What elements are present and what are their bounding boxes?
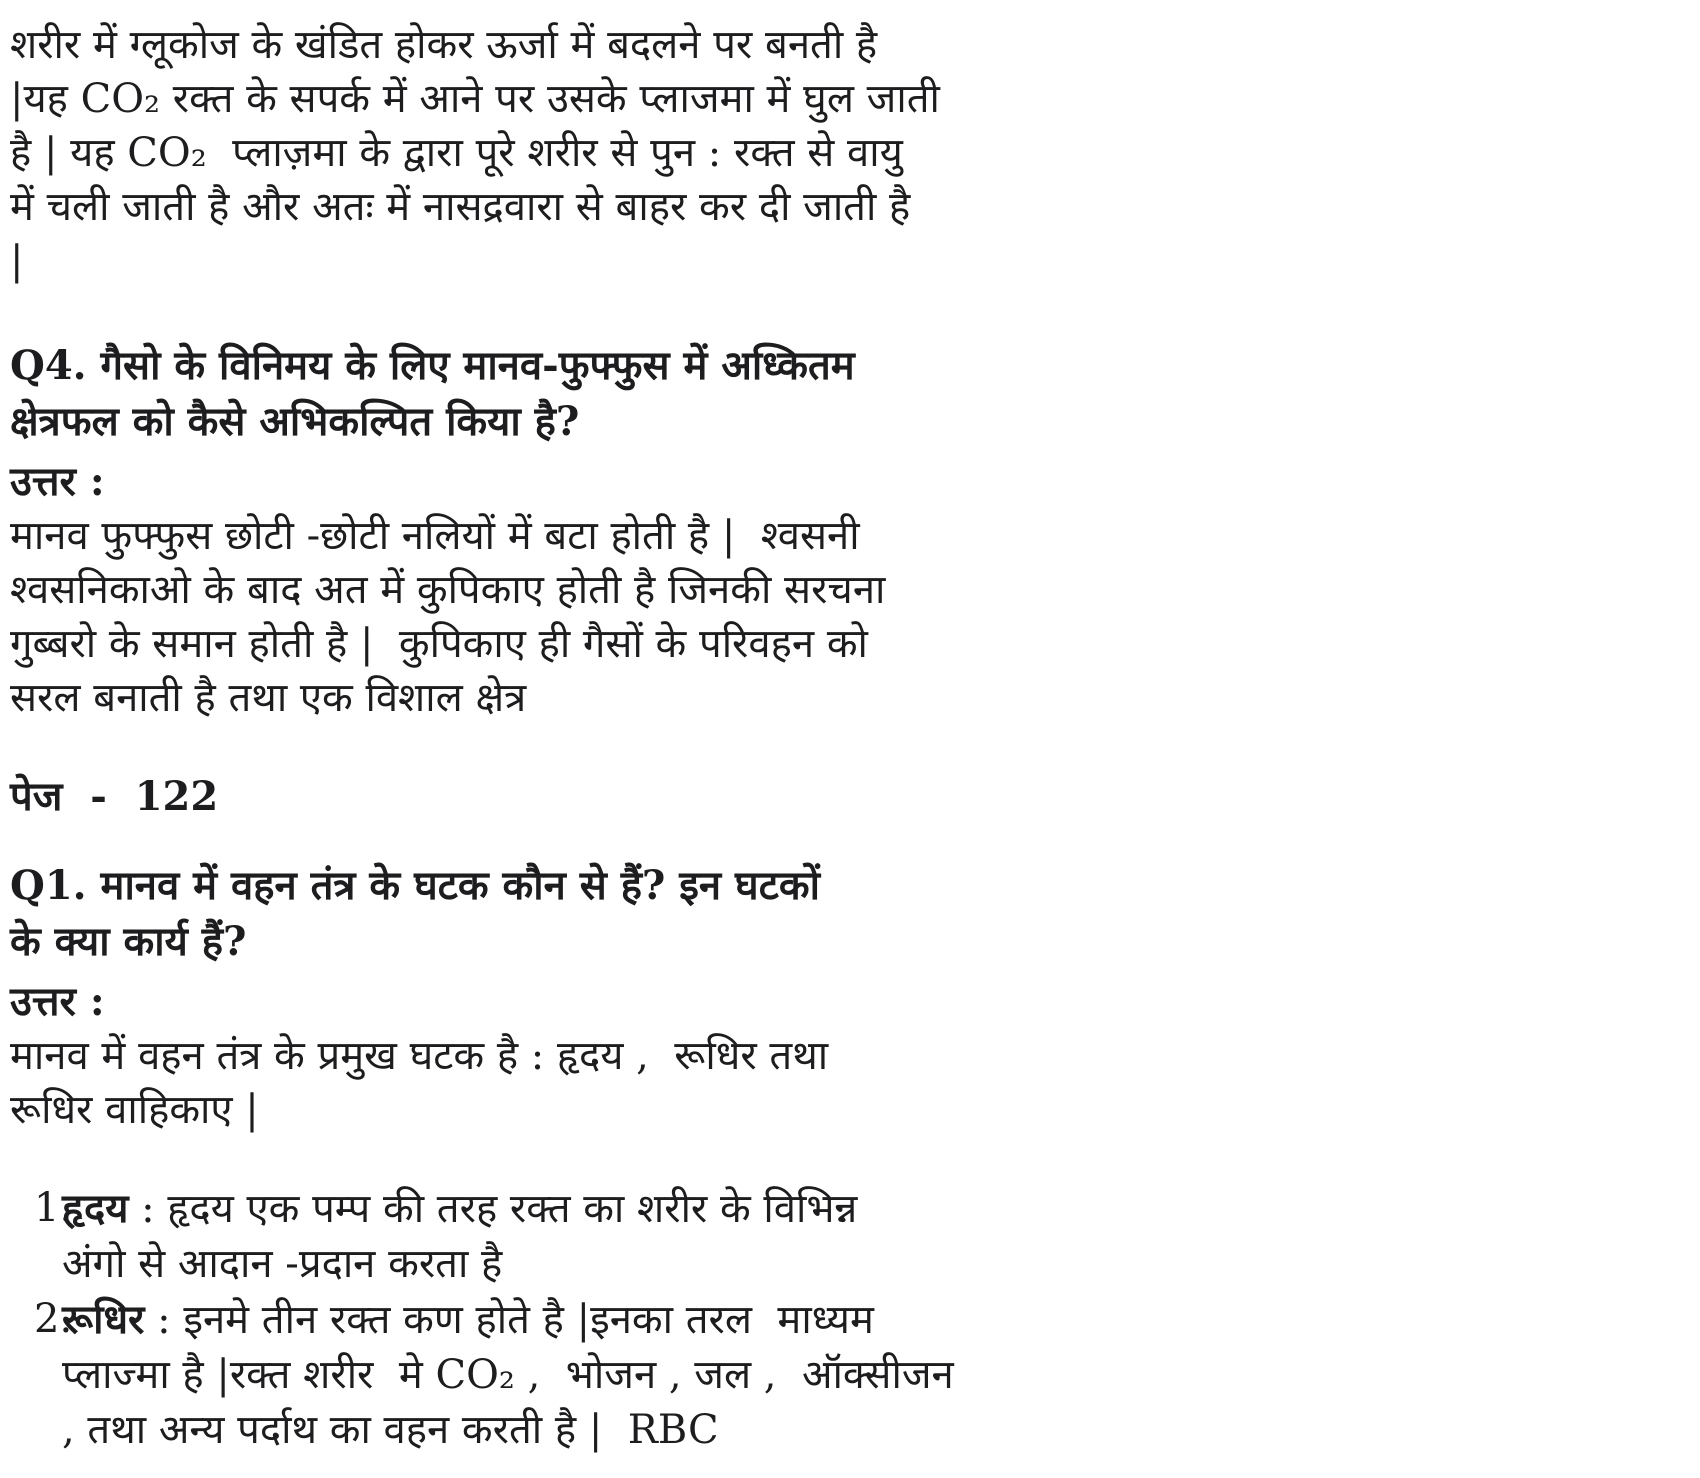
list-item-number: 2. bbox=[34, 1296, 73, 1342]
text-line: गुब्बरो के समान होती है | कुपिकाए ही गैसों के परिवहन को bbox=[10, 621, 868, 667]
text-line: प्लाज्मा है |रक्त शरीर मे CO₂ , भोजन , जल , ऑक्सीजन bbox=[62, 1352, 954, 1398]
answer-label-q4: उत्तर : bbox=[10, 458, 105, 505]
question-line: के क्या कार्य हैं? bbox=[10, 918, 247, 965]
question-line: क्षेत्रफल को कैसे अभिकल्पित किया है? bbox=[10, 398, 580, 445]
list-item bbox=[10, 1181, 1280, 1292]
list-item-number: 1. bbox=[34, 1185, 73, 1231]
answer-q4 bbox=[10, 509, 1280, 725]
list-item-term: हृदय bbox=[62, 1185, 129, 1232]
list-item-separator: : bbox=[144, 1297, 184, 1343]
list-item-text: इनमे तीन रक्त कण होते है |इनका तरल माध्यम bbox=[183, 1297, 874, 1343]
answer-label-q1: उत्तर : bbox=[10, 978, 105, 1025]
text-line: मानव में वहन तंत्र के प्रमुख घटक है : हृदय , रूधिर तथा bbox=[10, 1033, 829, 1079]
question-line: Q1. मानव में वहन तंत्र के घटक कौन से हैं? इन घटकों bbox=[10, 862, 820, 909]
list-item-text: हृदय एक पम्प की तरह रक्त का शरीर के विभिन्न bbox=[167, 1186, 858, 1232]
text-line: में चली जाती है और अतः में नासद्रवारा से बाहर कर दी जाती है bbox=[10, 184, 911, 230]
text-line: मानव फुफ्फुस छोटी -छोटी नलियों में बटा होती है | श्वसनी bbox=[10, 513, 860, 559]
intro-paragraph bbox=[10, 18, 1280, 288]
text-line: , तथा अन्य पर्दाथ का वहन करती है | RBC bbox=[62, 1407, 719, 1453]
text-line: श्वसनिकाओ के बाद अत में कुपिकाए होती है जिनकी सरचना bbox=[10, 567, 886, 613]
text-line: है | यह CO₂ प्लाज़मा के द्वारा पूरे शरीर से पुन : रक्त से वायु bbox=[10, 130, 903, 176]
text-line bbox=[62, 1292, 1280, 1348]
text-line: सरल बनाती है तथा एक विशाल क्षेत्र bbox=[10, 675, 527, 721]
list-item-separator: : bbox=[128, 1186, 168, 1232]
question-q1 bbox=[10, 858, 1280, 970]
text-line: |यह CO₂ रक्त के सपर्क में आने पर उसके प्लाजमा में घुल जाती bbox=[10, 76, 940, 122]
components-list bbox=[10, 1181, 1280, 1458]
text-line: | bbox=[10, 238, 24, 284]
question-q4 bbox=[10, 338, 1280, 450]
answer-q1 bbox=[10, 1029, 1280, 1137]
page-marker: पेज - 122 bbox=[10, 773, 219, 820]
list-item-term: रूधिर bbox=[62, 1296, 145, 1343]
list-item bbox=[10, 1292, 1280, 1458]
text-line: अंगो से आदान -प्रदान करता है bbox=[62, 1241, 503, 1287]
text-line: शरीर में ग्लूकोज के खंडित होकर ऊर्जा में बदलने पर बनती है bbox=[10, 22, 878, 68]
text-line bbox=[62, 1181, 1280, 1237]
text-line: रूधिर वाहिकाए | bbox=[10, 1087, 259, 1133]
question-line: Q4. गैसो के विनिमय के लिए मानव-फुफ्फुस में अध्कितम bbox=[10, 342, 855, 389]
